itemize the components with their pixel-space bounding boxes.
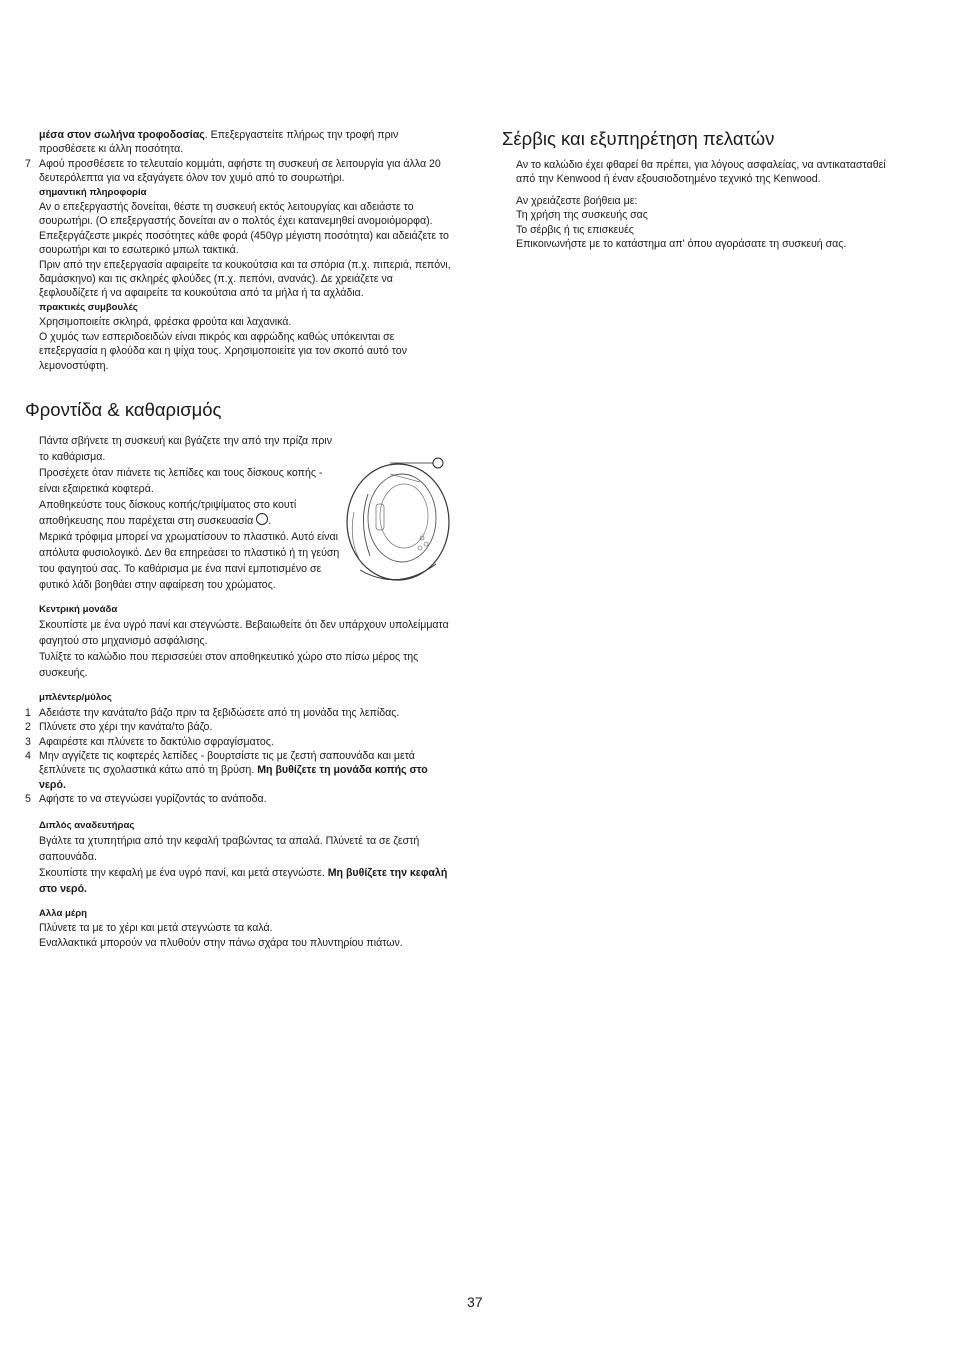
care-heading: Φροντίδα & καθαρισμός	[25, 398, 222, 420]
help-1: Τη χρήση της συσκευής σας	[516, 209, 648, 222]
care-p3: Αποθηκεύστε τους δίσκους κοπής/τριψίματος στο κουτί αποθήκευσης που παρέχεται στη συσκευασία .	[39, 498, 297, 527]
step-number: 7	[25, 157, 31, 170]
other-1: Πλύνετε τα με το χέρι και μετά στεγνώστε τα καλά.	[39, 922, 273, 935]
help-3: Επικοινωνήστε με το κατάστημα απ' όπου αγοράσατε τη συσκευή σας.	[516, 238, 847, 251]
tips-1: Χρησιμοποιείτε σκληρά, φρέσκα φρούτα και λαχανικά.	[39, 316, 292, 329]
step-text: Αφού προσθέσετε το τελευταίο κομμάτι, αφήστε τη συσκευή σε λειτουργία για άλλα 20 δευτερόλεπτα για να εξαγάγετε όλον τον χυμό από το σουρωτήρι.	[39, 157, 441, 185]
step-text: Αδειάστε την κανάτα/το βάζο πριν τα ξεβιδώσετε από τη μονάδα της λεπίδας.	[39, 706, 400, 719]
list-item	[25, 749, 453, 792]
storage-box-illustration	[340, 452, 452, 584]
whisk-2	[25, 865, 453, 897]
care-p2: Προσέχετε όταν πιάνετε τις λεπίδες και τους δίσκους κοπής - είναι εξαιρετικά κοφτερά.	[39, 466, 323, 495]
other-2: Εναλλακτικά μπορούν να πλυθούν στην πάνω σχάρα του πλυντηρίου πιάτων.	[39, 936, 403, 949]
care-intro	[25, 433, 343, 593]
intro-bold: μέσα στον σωλήνα τροφοδοσίας	[39, 129, 205, 141]
care-p3-text: Αποθηκεύστε τους δίσκους κοπής/τριψίματος στο κουτί αποθήκευσης που παρέχεται στη συσκευασία	[39, 498, 297, 527]
step-text: Πλύνετε στο χέρι την κανάτα/το βάζο.	[39, 721, 213, 734]
step-number: 3	[25, 735, 31, 748]
intro-rest: . Επεξεργαστείτε πλήρως την τροφή πριν προσθέσετε κι άλλη ποσότητα.	[39, 129, 399, 156]
important-2: Επεξεργάζεστε μικρές ποσότητες κάθε φορά (450γρ μέγιστη ποσότητα) και αδειάζετε το σουρωτήρι και το εσωτερικό μπωλ τακτικά.	[39, 229, 449, 257]
step-number: 5	[25, 793, 31, 806]
main-unit-title: Κεντρική μονάδα	[39, 603, 118, 615]
page-number: 37	[467, 1294, 483, 1310]
important-title: σημαντική πληροφορία	[39, 186, 147, 198]
step-text: Μην αγγίζετε τις κοφτερές λεπίδες - βουρτσίστε τις με ζεστή σαπουνάδα και μετά ξεπλύνετε τις σχολαστικά κάτω από τη βρύση.	[39, 749, 415, 777]
step-warning: Μη βυθίζετε τη μονάδα κοπής στο νερό.	[39, 764, 428, 791]
callout-circle-icon	[433, 458, 443, 468]
list-item	[25, 792, 453, 806]
main-unit-1: Σκουπίστε με ένα υγρό πανί και στεγνώστε. Βεβαιωθείτε ότι δεν υπάρχουν υπολείμματα φαγητού στο μηχανισμό ασφάλισης.	[39, 619, 449, 648]
step-number: 1	[25, 706, 31, 719]
other-title: Αλλα μέρη	[39, 907, 88, 919]
step-number: 2	[25, 721, 31, 734]
service-heading: Σέρβις και εξυπηρέτηση πελατών	[502, 128, 775, 149]
main-unit-2: Τυλίξτε το καλώδιο που περισσεύει στον αποθηκευτικό χώρο στο πίσω μέρος της συσκευής.	[39, 651, 419, 680]
callout-circle-icon	[256, 513, 268, 525]
whisk-warning: Μη βυθίζετε την κεφαλή στο νερό.	[39, 866, 448, 895]
blender-steps	[25, 706, 453, 807]
service-p1: Αν το καλώδιο έχει φθαρεί θα πρέπει, για λόγους ασφαλείας, να αντικατασταθεί από την Kenwood ή έναν εξουσιοδοτημένο τεχνικό της Kenwood.	[516, 159, 886, 186]
important-1: Αν ο επεξεργαστής δονείται, θέστε τη συσκευή εκτός λειτουργίας και αδειάστε το σουρωτήρι. (Ο επεξεργαστής δονείται αν ο πολτός έχει κατανεμηθεί ανομοιόμορφα).	[39, 201, 433, 228]
whisk-title: Διπλός αναδευτήρας	[39, 819, 135, 831]
step-7	[25, 157, 453, 186]
intro-paragraph	[25, 128, 453, 157]
step-number: 4	[25, 749, 31, 762]
help-2: Το σέρβις ή τις επισκευές	[516, 223, 634, 236]
help-intro: Αν χρειάζεστε βοήθεια με:	[516, 194, 638, 207]
step-text: Αφήστε το να στεγνώσει γυρίζοντάς το ανάποδα.	[39, 793, 267, 806]
list-item	[25, 735, 453, 749]
whisk-2-text: Σκουπίστε την κεφαλή με ένα υγρό πανί, και μετά στεγνώστε.	[39, 866, 328, 879]
whisk-1: Βγάλτε τα χτυπητήρια από την κεφαλή τραβώντας τα απαλά. Πλύνετέ τα σε ζεστή σαπουνάδα.	[39, 834, 420, 863]
care-p1: Πάντα σβήνετε τη συσκευή και βγάζετε την από την πρίζα πριν το καθάρισμα.	[39, 434, 333, 463]
list-item	[25, 720, 453, 734]
tips-title: πρακτικές συμβουλές	[39, 301, 138, 313]
step-text: Αφαιρέστε και πλύνετε το δακτύλιο σφραγίσματος.	[39, 735, 274, 748]
right-column	[502, 128, 907, 251]
tips-2: Ο χυμός των εσπεριδοειδών είναι πικρός και αφρώδης καθώς υπόκεινται σε επεξεργασία η φλούδα και η ψίχα τους. Χρησιμοποιείτε για τον σκοπό αυτό τον λεμονοστύφτη.	[39, 330, 407, 372]
care-p4: Μερικά τρόφιμα μπορεί να χρωματίσουν το πλαστικό. Αυτό είναι απόλυτα φυσιολογικό. Δεν θα επηρεάσει το πλαστικό ή τη γεύση του φαγητού σας. Το καθάρισμα με ένα πανί εμποτισμένο σε φυτικό λάδι βοηθάει στην αφαίρεση του χρώματος.	[39, 530, 340, 591]
important-3: Πριν από την επεξεργασία αφαιρείτε τα κουκούτσια και τα σπόρια (π.χ. πιπεριά, πεπόνι, δαμάσκηνο) και τις σκληρές φλούδες (π.χ. πεπόνι, ανανάς). Δε χρειάζετε να ξεφλουδίζετε ή να αφαιρείτε τα κουκούτσια από τα μήλα ή τα αχλάδια.	[39, 258, 451, 300]
list-item	[25, 706, 453, 720]
blender-title: μπλέντερ/μύλος	[39, 692, 112, 704]
